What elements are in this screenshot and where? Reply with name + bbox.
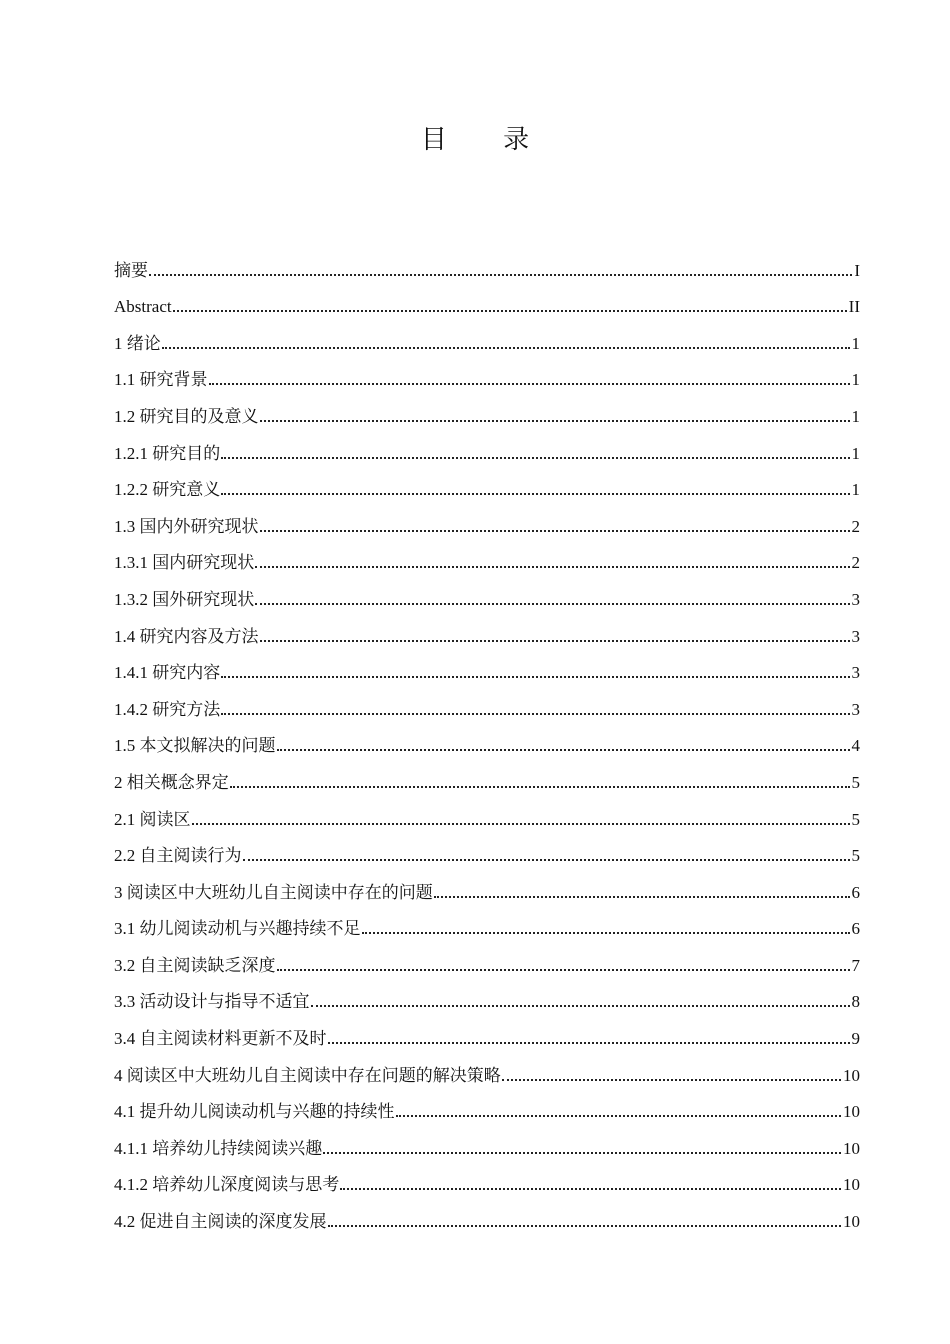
toc-entry-label: 摘要: [114, 260, 148, 280]
toc-entry-page: 1: [851, 406, 860, 426]
toc-entry: [114, 793, 860, 830]
toc-entry-page: I: [854, 260, 860, 280]
toc-entry-label: 1.2.2 研究意义: [114, 480, 221, 500]
toc-leader-dots: [328, 1225, 842, 1227]
toc-entry: [114, 903, 860, 940]
toc-entry-label: 4.1.2 培养幼儿深度阅读与思考: [114, 1175, 340, 1195]
toc-entry-label: 4.2 促进自主阅读的深度发展: [114, 1212, 327, 1232]
toc-entry: [114, 1195, 860, 1232]
toc-entry-page: 2: [851, 553, 860, 573]
toc-entry-label: 3 阅读区中大班幼儿自主阅读中存在的问题: [114, 882, 433, 902]
toc-entry: [114, 1159, 860, 1196]
toc-entry: [114, 1086, 860, 1123]
toc-leader-dots: [323, 1152, 841, 1154]
toc-leader-dots: [328, 1042, 850, 1044]
toc-leader-dots: [255, 566, 849, 568]
toc-entry-page: 10: [843, 1065, 860, 1085]
toc-entry: [114, 1012, 860, 1049]
toc-entry: [114, 244, 860, 281]
toc-leader-dots: [362, 932, 850, 934]
toc-entry-label: 1.3.2 国外研究现状: [114, 589, 255, 609]
toc-leader-dots: [396, 1115, 842, 1117]
toc-entry-page: 1: [851, 443, 860, 463]
toc-entry-label: 2 相关概念界定: [114, 772, 229, 792]
toc-entry: [114, 683, 860, 720]
toc-leader-dots: [311, 1005, 850, 1007]
toc-leader-dots: [277, 969, 850, 971]
toc-entry-label: Abstract: [114, 297, 172, 317]
toc-entry-label: 4.1.1 培养幼儿持续阅读兴趣: [114, 1138, 323, 1158]
toc-entry-label: 2.1 阅读区: [114, 809, 191, 829]
toc-entry-page: 10: [843, 1138, 860, 1158]
toc-entry-label: 1.2 研究目的及意义: [114, 406, 259, 426]
toc-entry-page: 5: [851, 809, 860, 829]
toc-leader-dots: [192, 823, 850, 825]
toc-entry: [114, 939, 860, 976]
toc-entry-label: 1.4.2 研究方法: [114, 699, 221, 719]
toc-entry: [114, 464, 860, 501]
toc-leader-dots: [434, 896, 850, 898]
toc-entry: [114, 573, 860, 610]
toc-entry-page: II: [848, 297, 860, 317]
toc-entry-label: 1 绪论: [114, 333, 161, 353]
toc-entry-page: 10: [843, 1102, 860, 1122]
toc-entry: [114, 354, 860, 391]
toc-entry-page: 10: [843, 1175, 860, 1195]
toc-entry-page: 4: [851, 736, 860, 756]
toc-leader-dots: [162, 347, 850, 349]
toc-entry-page: 1: [851, 333, 860, 353]
toc-entry-page: 3: [851, 589, 860, 609]
toc-list: [114, 244, 860, 1232]
toc-entry-label: 4 阅读区中大班幼儿自主阅读中存在问题的解决策略: [114, 1065, 501, 1085]
toc-entry-page: 9: [851, 1029, 860, 1049]
toc-entry-label: 1.1 研究背景: [114, 370, 208, 390]
toc-leader-dots: [221, 493, 849, 495]
toc-title: 目 录: [420, 125, 554, 155]
toc-leader-dots: [221, 457, 849, 459]
toc-entry-page: 3: [851, 626, 860, 646]
toc-leader-dots: [209, 383, 850, 385]
toc-entry-label: 1.3.1 国内研究现状: [114, 553, 255, 573]
toc-leader-dots: [221, 713, 849, 715]
toc-leader-dots: [260, 640, 850, 642]
toc-entry-label: 4.1 提升幼儿阅读动机与兴趣的持续性: [114, 1102, 395, 1122]
toc-entry-label: 3.1 幼儿阅读动机与兴趣持续不足: [114, 919, 361, 939]
toc-entry: [114, 756, 860, 793]
toc-entry-page: 1: [851, 480, 860, 500]
toc-entry-page: 2: [851, 516, 860, 536]
toc-leader-dots: [173, 310, 847, 312]
toc-leader-dots: [260, 530, 850, 532]
toc-entry: [114, 281, 860, 318]
toc-entry-label: 1.4.1 研究内容: [114, 663, 221, 683]
toc-entry-page: 5: [851, 846, 860, 866]
toc-entry: [114, 830, 860, 867]
toc-entry-page: 3: [851, 663, 860, 683]
toc-entry-page: 6: [851, 882, 860, 902]
toc-entry-page: 7: [851, 955, 860, 975]
toc-entry: [114, 976, 860, 1013]
toc-entry: [114, 610, 860, 647]
toc-leader-dots: [255, 603, 849, 605]
toc-leader-dots: [502, 1079, 841, 1081]
toc-entry-label: 3.3 活动设计与指导不适宜: [114, 992, 310, 1012]
toc-entry: [114, 720, 860, 757]
toc-entry-label: 3.4 自主阅读材料更新不及时: [114, 1029, 327, 1049]
toc-entry-page: 1: [851, 370, 860, 390]
toc-entry-page: 10: [843, 1212, 860, 1232]
toc-leader-dots: [149, 274, 852, 276]
toc-entry-page: 5: [851, 772, 860, 792]
toc-entry-label: 1.2.1 研究目的: [114, 443, 221, 463]
toc-entry-label: 2.2 自主阅读行为: [114, 846, 242, 866]
toc-entry-page: 8: [851, 992, 860, 1012]
toc-leader-dots: [260, 420, 850, 422]
toc-entry-page: 6: [851, 919, 860, 939]
toc-entry: [114, 866, 860, 903]
toc-leader-dots: [230, 786, 850, 788]
toc-entry: [114, 647, 860, 684]
toc-entry: [114, 500, 860, 537]
toc-entry-label: 1.4 研究内容及方法: [114, 626, 259, 646]
toc-leader-dots: [221, 676, 849, 678]
toc-entry: [114, 537, 860, 574]
toc-leader-dots: [340, 1188, 841, 1190]
toc-entry: [114, 1122, 860, 1159]
toc-entry: [114, 1049, 860, 1086]
toc-leader-dots: [277, 749, 850, 751]
toc-entry: [114, 390, 860, 427]
toc-entry-label: 1.3 国内外研究现状: [114, 516, 259, 536]
toc-entry-label: 3.2 自主阅读缺乏深度: [114, 955, 276, 975]
toc-leader-dots: [243, 859, 850, 861]
toc-entry-label: 1.5 本文拟解决的问题: [114, 736, 276, 756]
toc-entry: [114, 317, 860, 354]
toc-entry-page: 3: [851, 699, 860, 719]
toc-entry: [114, 427, 860, 464]
